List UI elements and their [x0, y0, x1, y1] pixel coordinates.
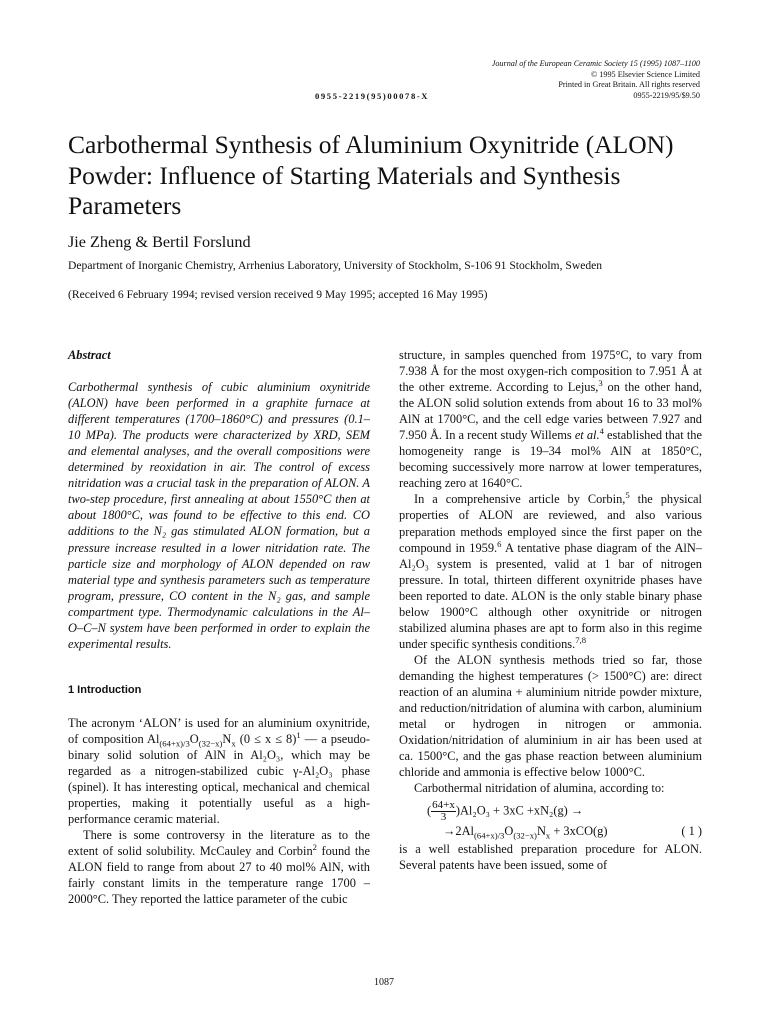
paper-title: Carbothermal Synthesis of Aluminium Oxynitride (ALON) Powder: Influence of Starting Materials and Synthesis Parameters: [68, 130, 674, 220]
received-dates: (Received 6 February 1994; revised version received 9 May 1995; accepted 16 May 1995): [68, 288, 488, 301]
right-paragraph-5: is a well established preparation procedure for ALON. Several patents have been issued, some of: [399, 842, 702, 873]
intro-heading: 1 Introduction: [68, 683, 142, 696]
equation-fraction: $\frac{64+x}{3}$: [432, 799, 455, 824]
intro-paragraph-2: There is some controversy in the literature as to the extent of solid solubility. McCauley and Corbin$^2$ found the ALON field to range from about 27 to 40 mol% AlN, with fairly constant limits in the temperature range 1700 – 2000°C. They reported the lattice parameter of the cubic: [68, 828, 371, 907]
article-code: 0955-2219(95)00078-X: [315, 91, 430, 101]
journal-line-2: © 1995 Elsevier Science Limited: [591, 69, 700, 79]
journal-citation: [492, 59, 700, 101]
abstract-body: Carbothermal synthesis of cubic aluminium oxynitride (ALON) have been performed in a graphite furnace at different temperatures (1700–1860°C) and pressures (0.1–10 MPa). The products were characterized by XRD, SEM and elemental analyses, and the overall compositions were determined by reoxidation in air. The control of excess nitridation was a crucial task in the preparation of ALON. A two-step procedure, first annealing at about 1550°C then at about 1800°C, was found to be effective to this end. CO additions to the N₂ gas stimulated ALON formation, but a pressure increase resulted in a lower nitridation rate. The particle size and morphology of ALON depended on raw material type and synthesis parameters such as temperature program, pressure, CO content in the N₂ gas, and sample compartment type. Thermodynamic calculations in the Al–O–C–N system have been performed in order to explain the experimental results.: [68, 380, 370, 651]
page-number: 1087: [374, 977, 394, 988]
journal-line-3: Printed in Great Britain. All rights reserved: [558, 80, 700, 90]
intro-paragraph-1: The acronym ‘ALON’ is used for an aluminium oxynitride, of composition $Al_{(64+x)/3}O_{(32-x)}N_x$ (0 ≤ x ≤ 8)$^1$ — a pseudo-binary solid solution of AlN in Al₂O₃, which may be regarded as a nitrogen-stabilized cubic γ-Al₂O₃ phase (spinel). It has interesting optical, mechanical and chemical properties, making it potentially useful as a high-performance ceramic material.: [68, 715, 370, 827]
abstract-heading: Abstract: [68, 348, 111, 362]
right-paragraph-3: Of the ALON synthesis methods tried so far, those demanding the highest temperatures (> 1500°C) are: direct reaction of an alumina + aluminium nitride powder mixture, and reduction/nitridation of alumina with carbon, aluminium metal or hydrogen in nitrogen or ammonia. Oxidation/nitridation of aluminium in air has been used at ca. 1500°C, and the gas phase reaction between aluminium chloride and ammonia is effective below 1000°C.: [399, 652, 702, 780]
journal-line-1: Journal of the European Ceramic Society 15 (1995) 1087–1100: [491, 59, 700, 68]
equation-1: ( $\frac{64+x}{3}$ )Al₂O₃ + 3xC +xN₂(g) → $\to 2Al_{(64+x)/3}O_{(32-x)}N_x + 3xCO(g)$ ( 1 ): [427, 799, 702, 841]
affiliation: Department of Inorganic Chemistry, Arrhenius Laboratory, University of Stockholm, S-106 91 Stockholm, Sweden: [68, 259, 603, 272]
right-column: [399, 347, 702, 873]
equation-number: ( 1 ): [681, 824, 702, 839]
right-paragraph-1: structure, in samples quenched from 1975°C, to vary from 7.938 Å for the most oxygen-rich composition to 7.951 Å at the other extreme. According to Lejus,$^3$ on the other hand, the ALON solid solution extends from about 16 to 33 mol% AlN at 1700°C, and the cell edge varies between 7.927 and 7.950 Å. In a recent study Willems et al.$^4$ established that the homogeneity range is 19–34 mol% AlN at 1850°C, becoming successively more narrow at lower temperatures, reaching zero at 1640°C.: [399, 348, 702, 491]
right-paragraph-2: In a comprehensive article by Corbin,$^5$ the physical properties of ALON are reviewed, and also various preparation methods employed since the first paper on the compound in 1959.$^6$ A tentative phase diagram of the AlN–Al₂O₃ system is presented, valid at 1 bar of nitrogen pressure. In total, thirteen different oxynitride phases have been reported to date. ALON is the only stable binary phase below 1900°C although other oxynitride or nitrogen stabilized alumina phases are apt to form also in this regime under specific synthesis conditions.$^{7,8}$: [399, 490, 702, 651]
journal-line-4: 0955-2219/95/$9.50: [633, 90, 700, 100]
left-column: [68, 347, 370, 907]
right-paragraph-4: Carbothermal nitridation of alumina, according to:: [414, 781, 665, 796]
authors: Jie Zheng & Bertil Forslund: [68, 233, 251, 251]
